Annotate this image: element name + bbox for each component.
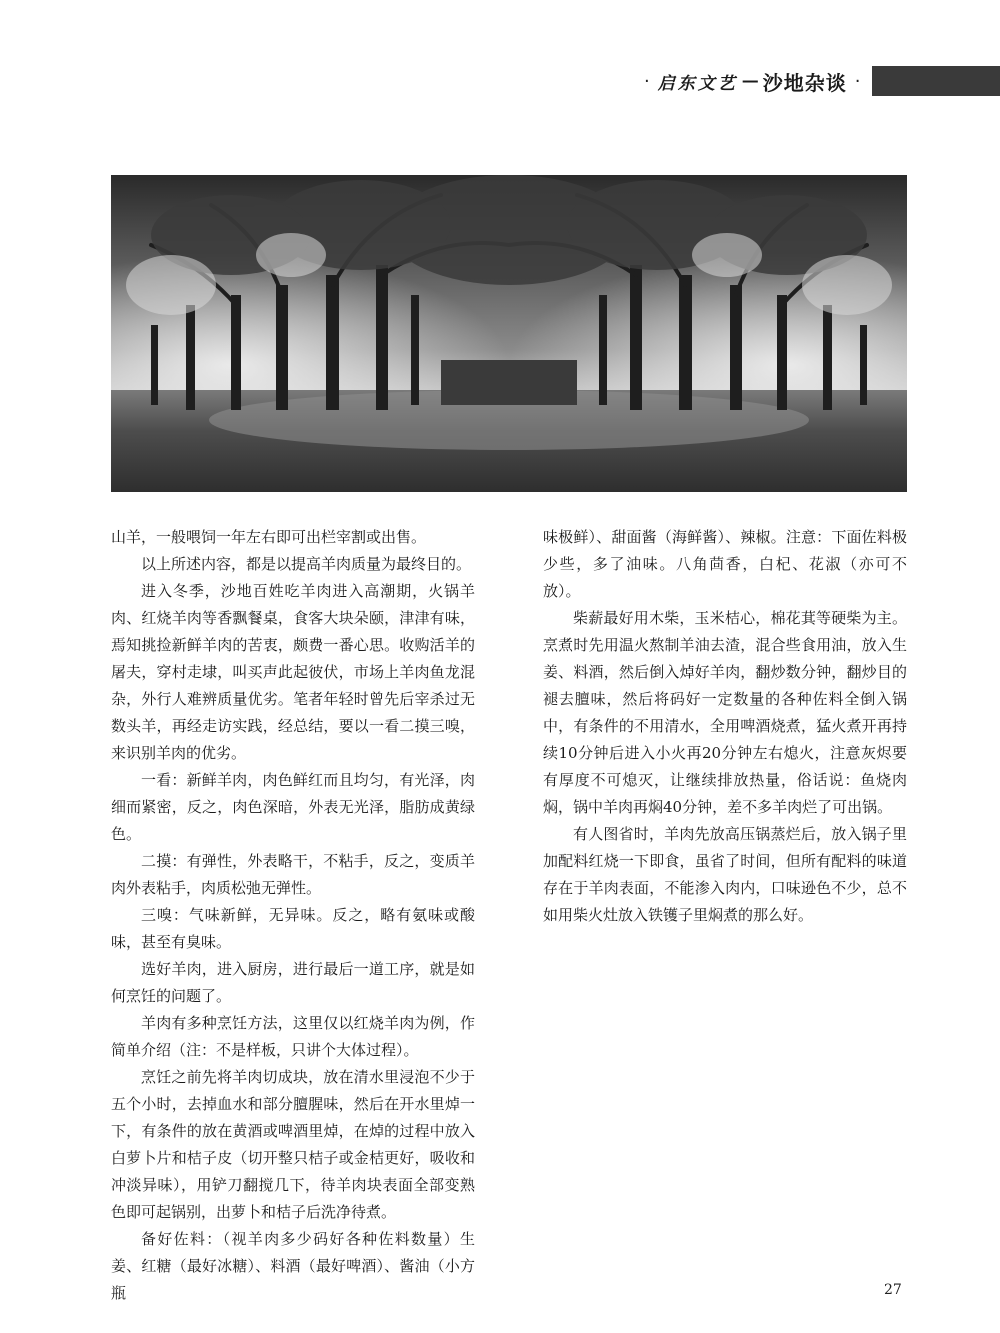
magazine-name: 启东文艺 [657, 73, 738, 94]
header-dot-right: · [854, 70, 861, 92]
paragraph: 山羊，一般喂饲一年左右即可出栏宰割或出售。 [111, 528, 427, 546]
running-header [636, 66, 1000, 96]
paragraph: 二摸：有弹性，外表略干，不粘手，反之，变质羊肉外表粘手，肉质松弛无弹性。 [111, 852, 475, 897]
left-column [111, 524, 475, 1307]
page-number: 27 [884, 1282, 902, 1298]
paragraph: 以上所述内容，都是以提高羊肉质量为最终目的。 [141, 555, 472, 573]
header-dot-left: · [644, 70, 650, 92]
tree-photo-illustration [111, 175, 907, 492]
header-dash: — [741, 71, 759, 91]
paragraph: 进入冬季，沙地百姓吃羊肉进入高潮期，火锅羊肉、红烧羊肉等香飘餐桌，食客大块朵颐，津津有味，焉知挑捡新鲜羊肉的苦衷，颇费一番心思。收购活羊的屠夫，穿村走埭，叫买声此起彼伏，市场上羊肉鱼龙混杂，外行人难辨质量优劣。笔者年轻时曾先后宰杀过无数头羊，再经走访实践，经总结，要以一看二摸三嗅，来识别羊肉的优劣。 [111, 582, 475, 762]
paragraph: 烹饪之前先将羊肉切成块，放在清水里浸泡不少于五个小时，去掉血水和部分膻腥味，然后在开水里焯一下，有条件的放在黄酒或啤酒里焯，在焯的过程中放入白萝卜片和桔子皮（切开整只桔子或金桔更好，吸收和冲淡异味），用铲刀翻搅几下，待羊肉块表面全部变熟色即可起锅别，出萝卜和桔子后洗净待煮。 [111, 1068, 475, 1221]
paragraph: 三嗅：气味新鲜，无异味。反之，略有氨味或酸味，甚至有臭味。 [111, 906, 475, 951]
paragraph: 柴薪最好用木柴，玉米桔心，棉花萁等硬柴为主。烹煮时先用温火熬制羊油去渣，混合些食用油，放入生姜、料酒，然后倒入焯好羊肉，翻炒数分钟，翻炒目的褪去膻味，然后将码好一定数量的各种佐料全倒入锅中，有条件的不用清水，全用啤酒烧煮，猛火煮开再持续10分钟后进入小火再20分钟左右熄火，注意灰烬要有厚度不可熄灭，让继续排放热量，俗话说：鱼烧肉焖，锅中羊肉再焖40分钟，差不多羊肉烂了可出锅。 [543, 609, 907, 816]
tree-avenue-photo [111, 175, 907, 492]
paragraph: 羊肉有多种烹饪方法，这里仅以红烧羊肉为例，作简单介绍（注：不是样板，只讲个大体过程）。 [111, 1014, 475, 1059]
paragraph: 一看：新鲜羊肉，肉色鲜红而且均匀，有光泽，肉细而紧密，反之，肉色深暗，外表无光泽，脂肪成黄绿色。 [111, 771, 475, 843]
paragraph: 有人图省时，羊肉先放高压锅蒸烂后，放入锅子里加配料红烧一下即食，虽省了时间，但所有配料的味道存在于羊肉表面，不能渗入肉内，口味逊色不少，总不如用柴火灶放入铁镬子里焖煮的那么好。 [543, 825, 907, 924]
paragraph: 备好佐料：（视羊肉多少码好各种佐料数量）生姜、红糖（最好冰糖）、料酒（最好啤酒）、酱油（小方瓶 [111, 1230, 475, 1302]
paragraph: 味极鲜）、甜面酱（海鲜酱）、辣椒。注意：下面佐料极少些，多了油味。八角茴香，白杞、花淑（亦可不放）。 [543, 528, 907, 600]
right-column [543, 524, 907, 929]
header-bar [872, 66, 1000, 96]
paragraph: 选好羊肉，进入厨房，进行最后一道工序，就是如何烹饪的问题了。 [111, 960, 475, 1005]
column-name: 沙地杂谈 [762, 70, 847, 95]
